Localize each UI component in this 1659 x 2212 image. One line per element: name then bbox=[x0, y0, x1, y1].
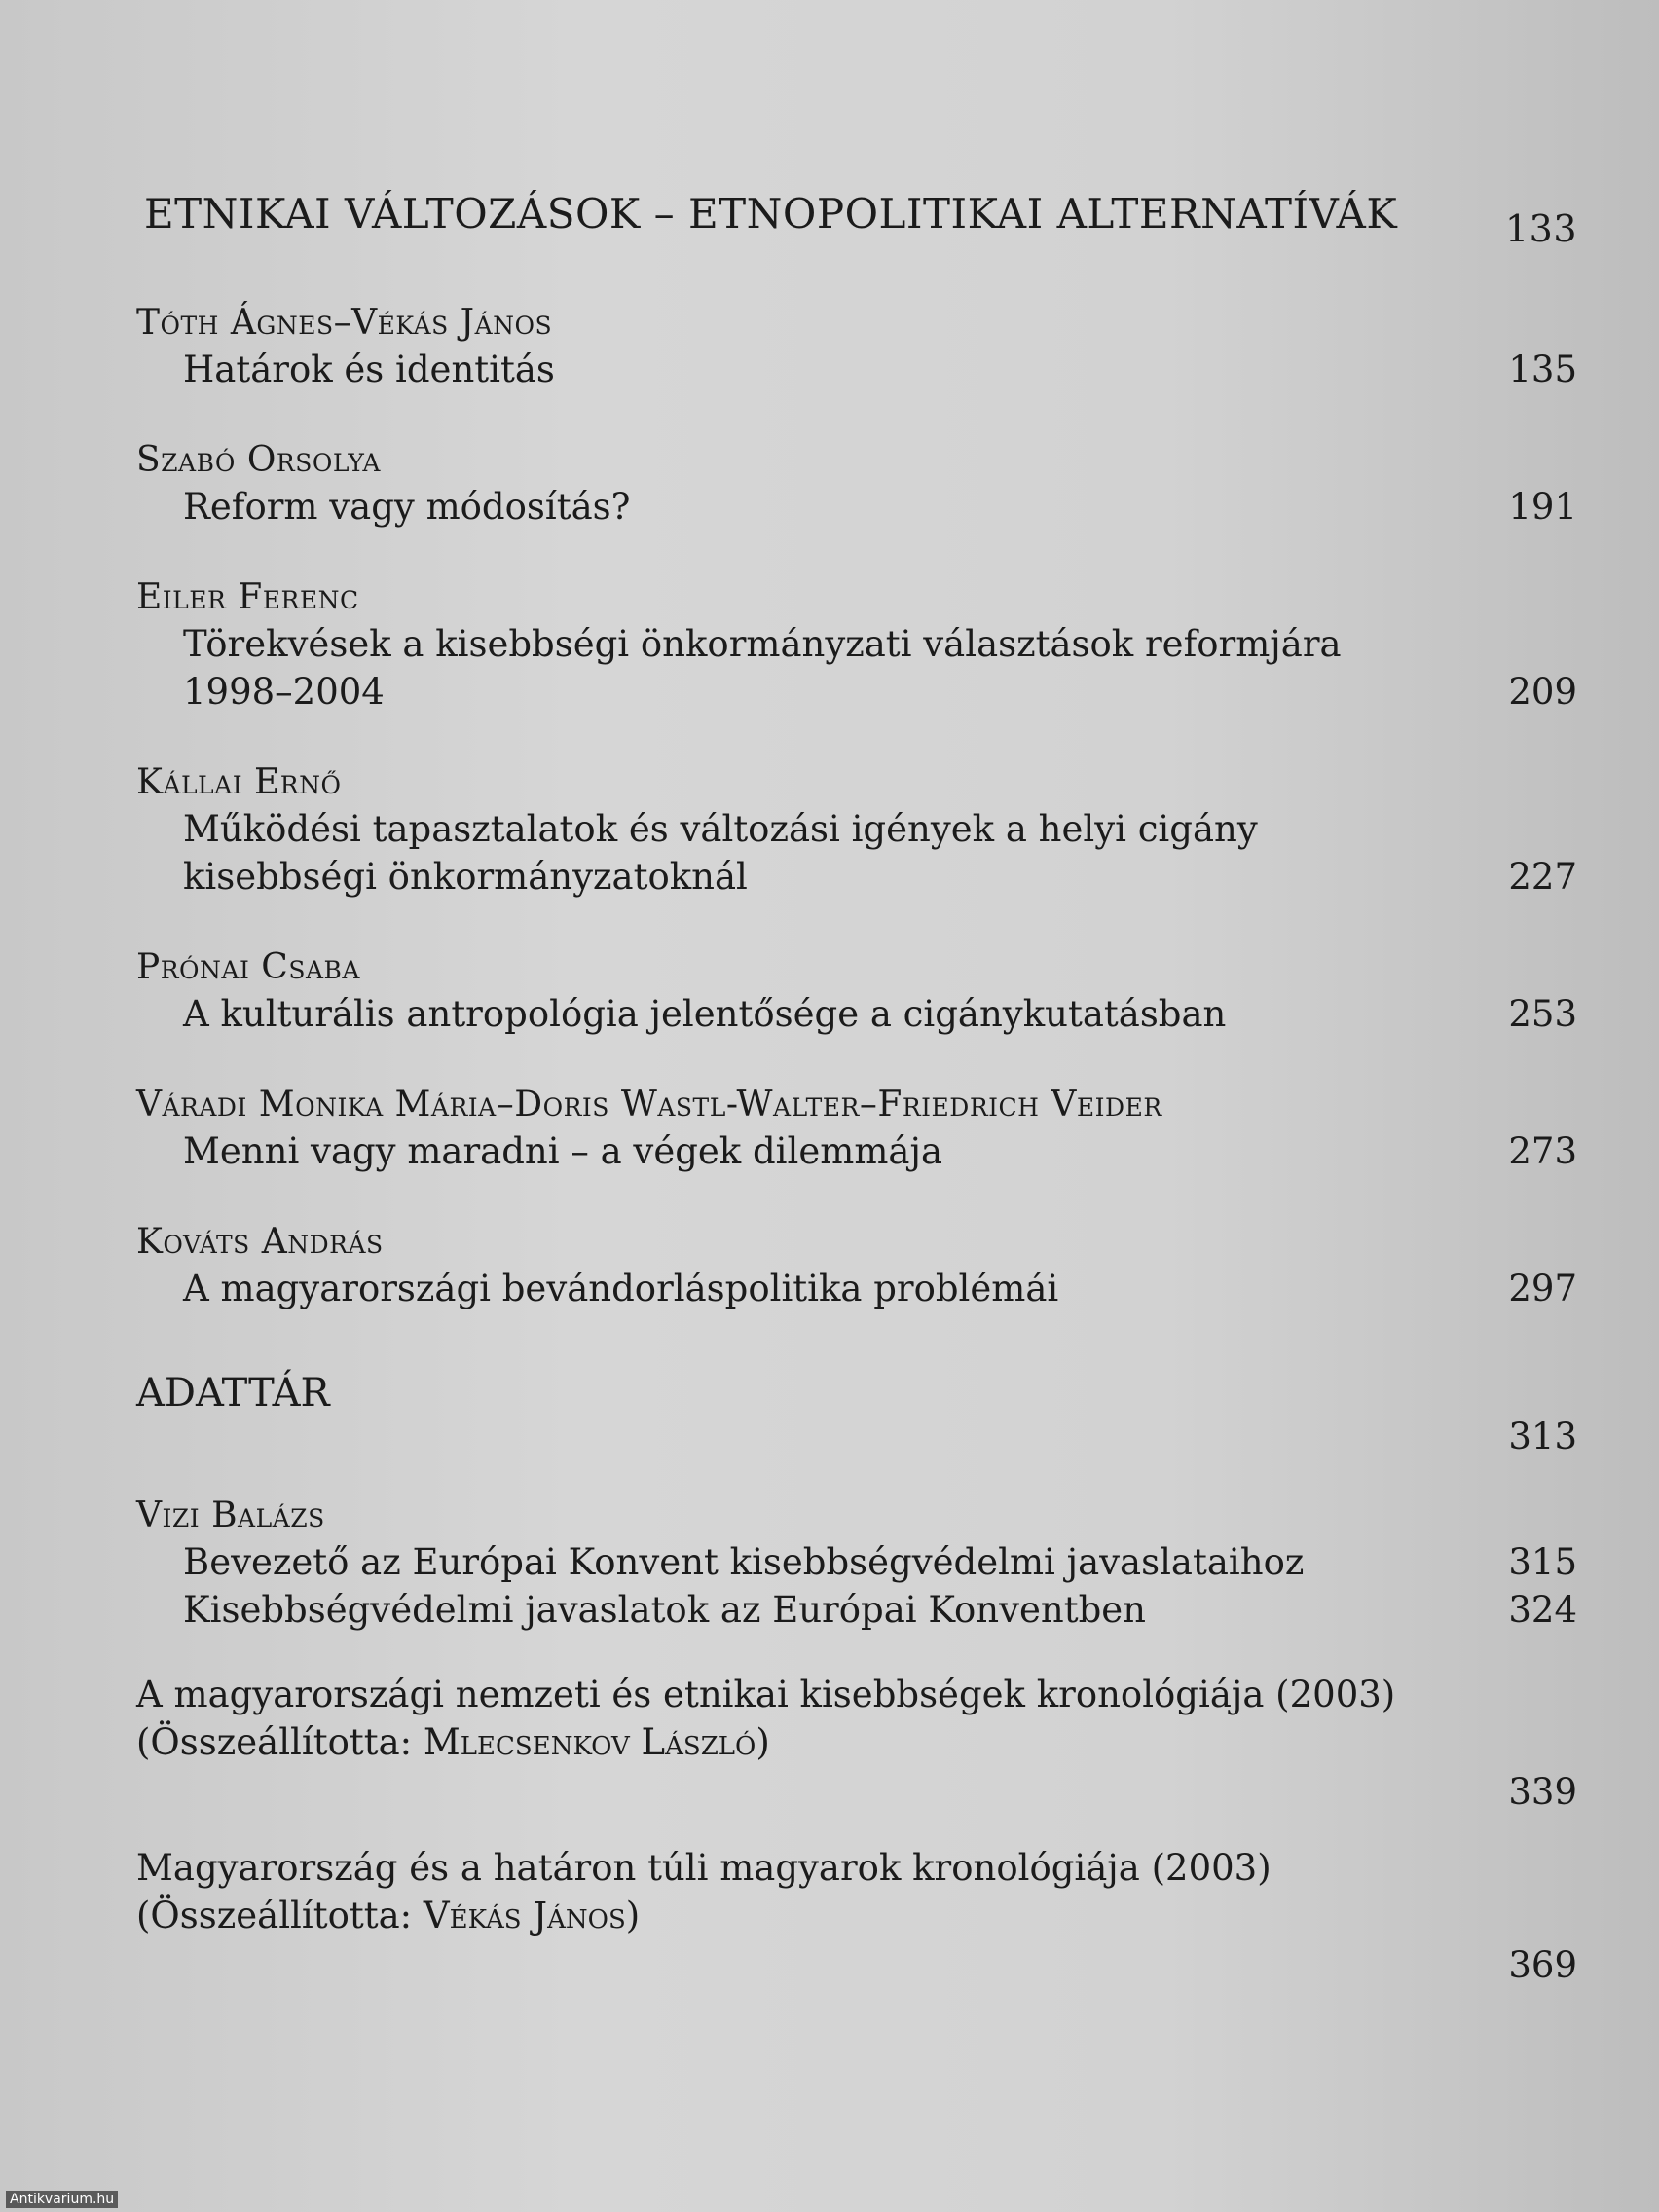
entry-author: Prónai Csaba bbox=[136, 947, 360, 987]
compiled-by-label: (Összeállította: bbox=[136, 1721, 424, 1763]
compiled-by-label: (Összeállította: bbox=[136, 1895, 424, 1936]
entry-title: Bevezető az Európai Konvent kisebbségvédelmi javaslataihoz bbox=[183, 1541, 1305, 1583]
entry-title: Kisebbségvédelmi javaslatok az Európai Konventben bbox=[183, 1589, 1147, 1631]
toc-entry bbox=[136, 1083, 1577, 1175]
entry-page-number: 369 bbox=[1508, 1944, 1577, 1986]
entry-title: Működési tapasztalatok és változási igények a helyi cigány kisebbségi önkormányzatoknál bbox=[183, 808, 1258, 898]
toc-entry bbox=[136, 575, 1577, 716]
entry-title: Menni vagy maradni – a végek dilemmája bbox=[183, 1130, 942, 1172]
watermark: Antikvarium.hu bbox=[6, 2191, 118, 2208]
entry-page-number: 191 bbox=[1508, 486, 1577, 528]
entry-author: Váradi Monika Mária–Doris Wastl-Walter–Friedrich Veider bbox=[136, 1085, 1162, 1124]
entry-author: Kováts András bbox=[136, 1222, 384, 1262]
section-heading bbox=[136, 1371, 1577, 1464]
table-of-contents bbox=[136, 190, 1577, 1984]
entry-author: Vizi Balázs bbox=[136, 1495, 325, 1535]
entry-compiler-line bbox=[136, 1892, 1421, 1939]
entry-page-number: 324 bbox=[1508, 1589, 1577, 1631]
toc-entry bbox=[136, 1844, 1577, 1986]
entry-page-number: 227 bbox=[1508, 856, 1577, 898]
entry-title: A magyarországi bevándorláspolitika problémái bbox=[183, 1268, 1059, 1309]
entry-title: Határok és identitás bbox=[183, 349, 555, 390]
section-heading bbox=[136, 190, 1577, 250]
toc-entry bbox=[136, 760, 1577, 901]
entry-page-number: 339 bbox=[1508, 1771, 1577, 1813]
section-page-number: 313 bbox=[1508, 1416, 1577, 1457]
entry-title: Törekvések a kisebbségi önkormányzati választások reformjára 1998–2004 bbox=[183, 623, 1342, 713]
section-title: ETNIKAI VÁLTOZÁSOK – ETNOPOLITIKAI ALTERNATÍVÁK bbox=[144, 190, 1398, 238]
compiler-name: Vékás János bbox=[423, 1895, 626, 1936]
entry-compiler-line bbox=[136, 1718, 1421, 1766]
entry-title: Reform vagy módosítás? bbox=[183, 486, 631, 528]
toc-entry bbox=[136, 1671, 1577, 1813]
entry-author: Tóth Ágnes–Vékás János bbox=[136, 303, 553, 343]
entry-page-number: 253 bbox=[1508, 993, 1577, 1035]
compiler-name: Mlecsenkov László bbox=[423, 1721, 756, 1763]
entry-author: Eiler Ferenc bbox=[136, 577, 359, 617]
entry-author: Szabó Orsolya bbox=[136, 440, 381, 480]
entry-page-number: 297 bbox=[1508, 1268, 1577, 1309]
toc-entry bbox=[136, 945, 1577, 1038]
entry-title: A kulturális antropológia jelentősége a cigánykutatásban bbox=[183, 993, 1227, 1035]
entry-author: Kállai Ernő bbox=[136, 762, 342, 802]
entry-page-number: 209 bbox=[1508, 671, 1577, 713]
entry-title: A magyarországi nemzeti és etnikai kisebbségek kronológiája (2003) bbox=[136, 1674, 1396, 1715]
toc-entry bbox=[136, 1220, 1577, 1312]
closing-paren: ) bbox=[625, 1895, 641, 1936]
entry-title: Magyarország és a határon túli magyarok kronológiája (2003) bbox=[136, 1847, 1272, 1889]
closing-paren: ) bbox=[756, 1721, 770, 1763]
toc-entry bbox=[136, 301, 1577, 393]
section-page-number: 133 bbox=[1504, 207, 1577, 250]
toc-entry bbox=[136, 1493, 1577, 1634]
toc-entry bbox=[136, 438, 1577, 531]
section-title: ADATTÁR bbox=[136, 1371, 330, 1416]
entry-page-number: 315 bbox=[1508, 1541, 1577, 1583]
entry-page-number: 135 bbox=[1508, 349, 1577, 390]
entry-page-number: 273 bbox=[1508, 1130, 1577, 1172]
